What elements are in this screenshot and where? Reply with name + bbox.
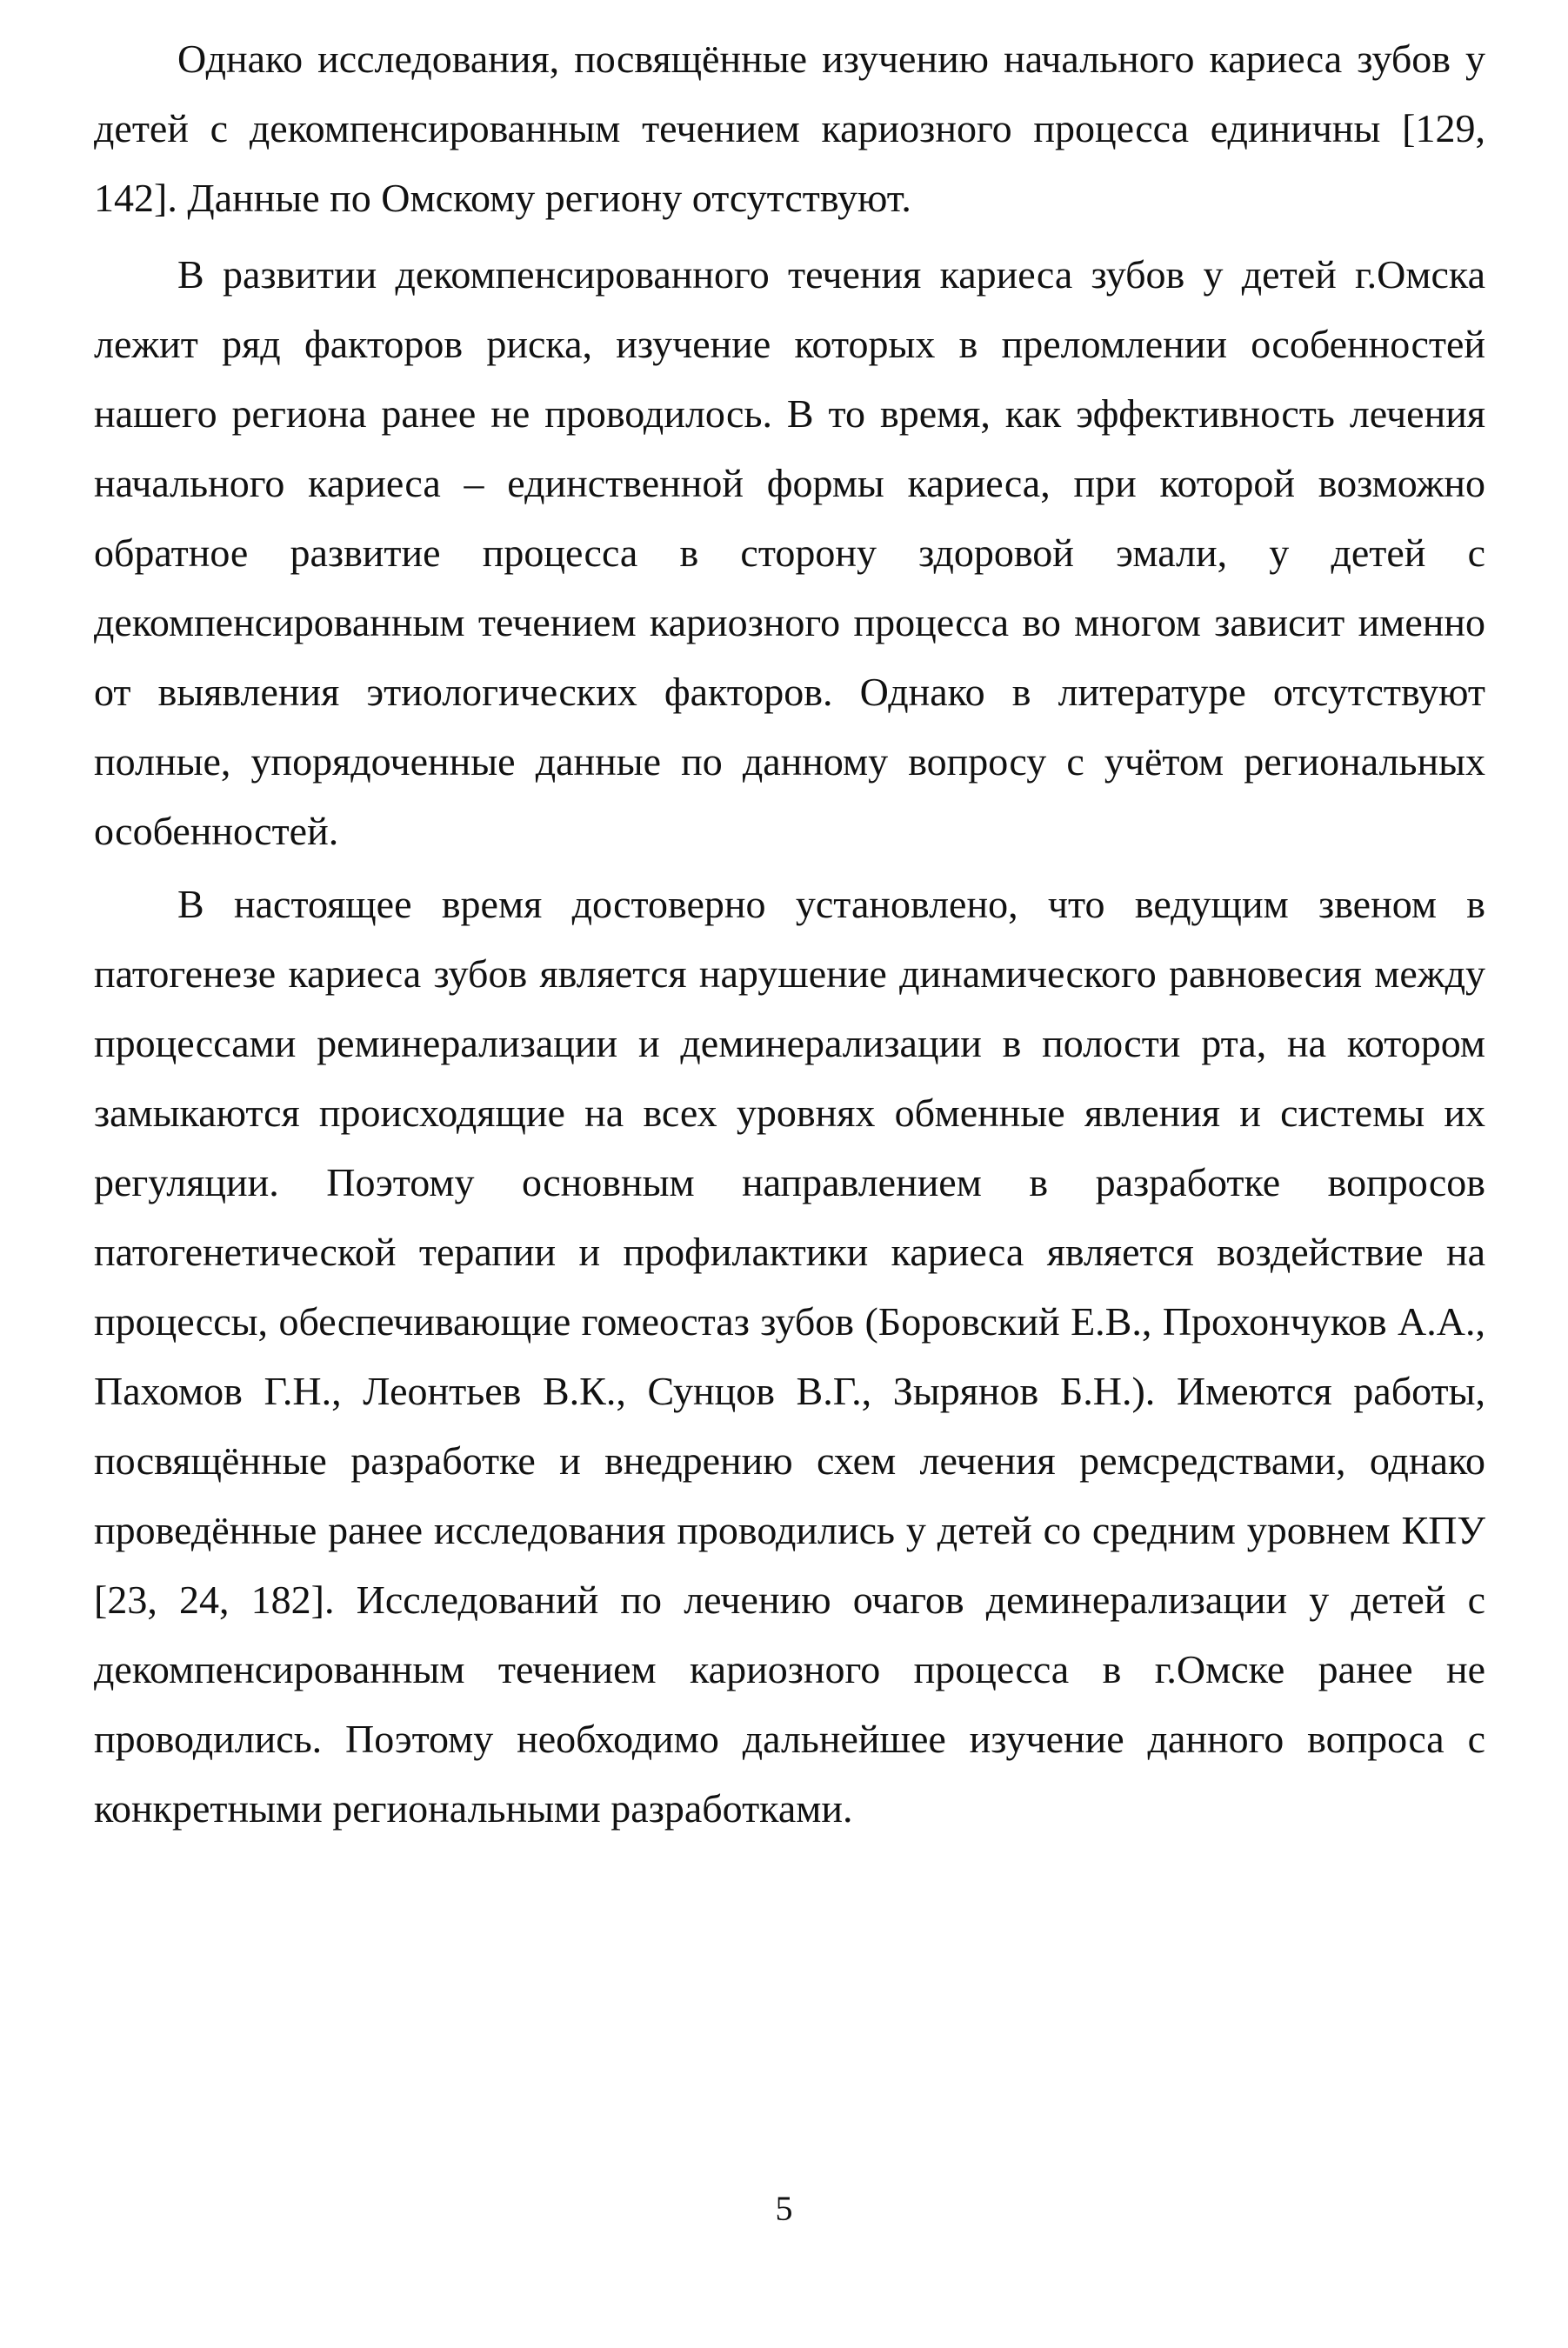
- text-body: [94, 24, 1485, 1844]
- page-number: 5: [775, 2189, 793, 2228]
- paragraph-2: В развитии декомпенсированного течения кариеса зубов у детей г.Омска лежит ряд факторов риска, изучение которых в преломлении особенностей нашего региона ранее не проводилось. В то время, как эффективность лечения начального кариеса – единственной формы кариеса, при которой возможно обратное развитие процесса в сторону здоровой эмали, у детей с декомпенсированным течением кариозного процесса во многом зависит именно от выявления этиологических факторов. Однако в литературе отсутствуют полные, упорядоченные данные по данному вопросу с учётом региональных особенностей.: [94, 252, 1485, 853]
- paragraph-1: Однако исследования, посвящённые изучению начального кариеса зубов у детей с декомпенсированным течением кариозного процесса единичны [129, 142]. Данные по Омскому региону отсутствуют.: [94, 37, 1485, 220]
- paragraph-3: В настоящее время достоверно установлено, что ведущим звеном в патогенезе кариеса зубов является нарушение динамического равновесия между процессами реминерализации и деминерализации в полости рта, на котором замыкаются происходящие на всех уровнях обменные явления и системы их регуляции. Поэтому основным направлением в разработке вопросов патогенетической терапии и профилактики кариеса является воздействие на процессы, обеспечивающие гомеостаз зубов (Боровский Е.В., Прохончуков А.А., Пахомов Г.Н., Леонтьев В.К., Сунцов В.Г., Зырянов Б.Н.). Имеются работы, посвящённые разработке и внедрению схем лечения ремсредствами, однако проведённые ранее исследования проводились у детей со средним уровнем КПУ [23, 24, 182]. Исследований по лечению очагов деминерализации у детей с декомпенсированным течением кариозного процесса в г.Омске ранее не проводились. Поэтому необходимо дальнейшее изучение данного вопроса с конкретными региональными разработками.: [94, 882, 1485, 1831]
